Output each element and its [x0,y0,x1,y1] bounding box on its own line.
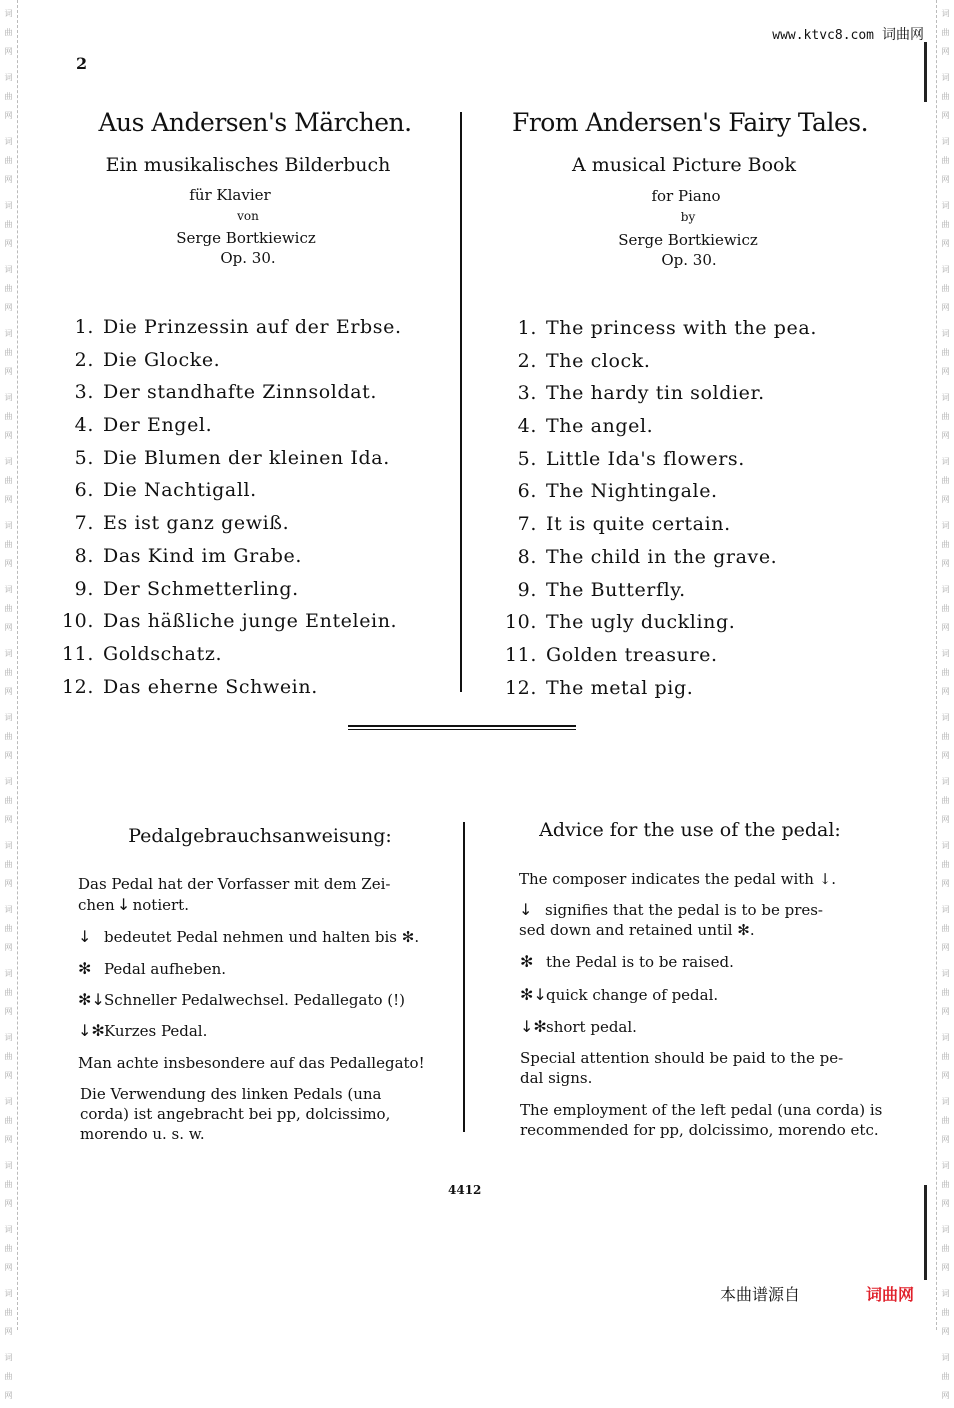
strip-watermark-text: 词 曲 网 [4,521,13,568]
strip-watermark-text: 词 曲 网 [4,1289,13,1336]
strip-watermark-text: 词 曲 网 [941,969,950,1016]
german-piece-item [60,676,402,709]
german-piece-item [60,316,402,349]
piece-title: Der standhafte Zinnsoldat. [103,381,378,404]
strip-watermark-text: 词 曲 网 [941,1289,950,1336]
strip-watermark-text: 词 曲 网 [941,329,950,376]
english-piece-item [503,415,817,448]
piece-number: 3. [517,382,537,405]
strip-watermark-text: 词 曲 网 [4,969,13,1016]
plate-number: 4412 [448,1183,482,1197]
english-piece-item [503,513,817,546]
strip-watermark-text: 词 曲 网 [4,329,13,376]
english-special-line1: Special attention should be paid to the pe- [520,1049,844,1067]
piece-title: The ugly duckling. [546,611,736,634]
german-subtitle: Ein musikalisches Bilderbuch [105,154,391,176]
strip-watermark-text: 词 曲 网 [941,1097,950,1144]
german-piece-item [60,643,402,676]
strip-watermark-text: 词 曲 网 [4,393,13,440]
german-pedal-row [78,927,419,947]
english-piece-item [503,677,817,710]
strip-watermark-text: 词 曲 网 [941,1033,950,1080]
strip-watermark-text: 词 曲 网 [4,713,13,760]
strip-watermark-text: 词 曲 网 [4,1225,13,1272]
piece-number: 6. [517,480,537,503]
german-piece-item [60,381,402,414]
piece-number: 3. [74,381,94,404]
strip-watermark-text: 词 曲 网 [4,777,13,824]
german-composer: Serge Bortkiewicz [176,229,316,247]
source-label: 本曲谱源自 [720,1285,801,1304]
piece-title: The child in the grave. [546,545,778,568]
pedal-down-icon: ↓ [519,900,533,919]
german-piece-item [60,447,402,480]
piece-number: 11. [504,643,537,666]
piece-title: Die Prinzessin auf der Erbse. [103,316,402,338]
pedal-row-text: short pedal. [546,1018,637,1036]
german-pedal-intro-line2 [78,895,189,915]
piece-number: 1. [74,316,94,338]
piece-number: 5. [74,446,94,469]
strip-watermark-text: 词 曲 网 [4,649,13,696]
english-pedal-signifies-text1: signifies that the pedal is to be pres- [545,901,824,919]
german-instrument: für Klavier [189,186,271,204]
pedal-down-icon: ↓ [116,895,131,914]
strip-watermark-text: 词 曲 网 [941,649,950,696]
german-pedal-row [78,1021,207,1041]
pedal-row-text: the Pedal is to be raised. [546,953,734,971]
section-divider [348,725,576,730]
english-piece-item [503,350,817,383]
strip-watermark-text: 词 曲 网 [4,1353,13,1400]
strip-watermark-text: 词 曲 网 [941,393,950,440]
piece-title: Little Ida's flowers. [546,447,745,470]
strip-watermark-text: 词 曲 网 [4,73,13,120]
english-pedal-signifies-line1 [519,900,823,920]
english-left-pedal-line1: The employment of the left pedal (una corda) is [520,1101,883,1119]
piece-number: 4. [74,414,94,437]
english-subtitle: A musical Picture Book [571,154,797,176]
english-pedal-intro: The composer indicates the pedal with ↓. [519,870,837,888]
strip-watermark-text: 词 曲 网 [941,1161,950,1208]
piece-title: Der Engel. [103,414,213,437]
german-pedal-row [78,990,405,1010]
english-piece-item [503,644,817,677]
piece-title: Goldschatz. [103,642,223,665]
german-piece-item [60,414,402,447]
german-piece-item [60,479,402,512]
piece-number: 12. [61,675,94,698]
pedal-row-text: bedeutet Pedal nehmen und halten bis ✻. [104,928,420,946]
german-piece-item [60,610,402,643]
strip-watermark-text: 词 曲 网 [941,585,950,632]
piece-number: 2. [517,349,537,372]
piece-title: The clock. [546,349,651,372]
strip-watermark-text: 词 曲 网 [941,1353,950,1400]
pedal-symbol-icon: ✻↓ [78,990,105,1009]
pedal-row-text: quick change of pedal. [546,986,719,1004]
piece-title: The metal pig. [546,676,694,699]
piece-number: 11. [61,642,94,665]
piece-title: Das Kind im Grabe. [103,544,303,567]
german-pedal-intro-chen: chen [78,896,115,914]
german-piece-item [60,545,402,578]
column-separator [463,822,465,1132]
english-left-pedal-line2: recommended for pp, dolcissimo, morendo etc. [520,1121,879,1139]
strip-watermark-text: 词 曲 网 [941,777,950,824]
piece-number: 10. [61,610,94,633]
right-watermark-strip [936,0,954,1400]
strip-watermark-text: 词 曲 网 [4,1033,13,1080]
german-left-pedal-line3: morendo u. s. w. [80,1125,205,1143]
english-piece-item [503,546,817,579]
strip-watermark-text: 词 曲 网 [4,9,13,56]
piece-number: 12. [504,676,537,699]
english-piece-item [503,317,817,350]
piece-title: Es ist ganz gewiß. [103,512,290,535]
piece-number: 8. [517,545,537,568]
piece-title: Golden treasure. [546,643,718,666]
strip-watermark-text: 词 曲 网 [4,1161,13,1208]
english-pedal-row [520,1017,637,1037]
english-instrument: for Piano [651,187,721,205]
piece-title: Das eherne Schwein. [103,675,318,698]
strip-watermark-text: 词 曲 网 [941,713,950,760]
english-pedal-signifies-line2: sed down and retained until ✻. [519,921,755,939]
german-piece-item [60,512,402,545]
german-pedal-note: Man achte insbesondere auf das Pedallegato! [78,1054,425,1072]
left-watermark-strip [0,0,18,1400]
english-piece-item [503,579,817,612]
strip-watermark-text: 词 曲 网 [941,1225,950,1272]
german-piece-item [60,578,402,611]
pedal-symbol-icon: ✻ [520,952,534,971]
piece-number: 10. [504,611,537,634]
english-composer: Serge Bortkiewicz [618,231,758,249]
strip-watermark-text: 词 曲 网 [4,201,13,248]
pedal-symbol-icon: ✻↓ [520,985,547,1004]
strip-watermark-text: 词 曲 网 [941,201,950,248]
piece-number: 6. [74,479,94,502]
strip-watermark-text: 词 曲 网 [941,9,950,56]
top-watermark [772,24,924,44]
english-special-line2: dal signs. [520,1069,593,1087]
german-pedal-row [78,959,226,979]
piece-title: The hardy tin soldier. [546,382,765,405]
piece-title: The princess with the pea. [546,317,817,339]
english-title: From Andersen's Fairy Tales. [511,108,869,137]
piece-title: Die Nachtigall. [103,479,257,502]
piece-title: Das häßliche junge Entelein. [103,610,398,633]
strip-watermark-text: 词 曲 网 [4,905,13,952]
piece-number: 8. [74,544,94,567]
piece-title: It is quite certain. [546,513,731,536]
right-margin-bar [924,42,927,102]
strip-watermark-text: 词 曲 网 [941,265,950,312]
english-piece-item [503,611,817,644]
strip-watermark-text: 词 曲 网 [4,137,13,184]
pedal-symbol-icon: ↓✻ [520,1017,547,1036]
right-margin-bar [924,1185,927,1280]
watermark-url: www.ktvc8.com [772,28,874,43]
piece-number: 2. [74,348,94,371]
english-pedal-row [520,952,734,972]
german-left-pedal-line2: corda) ist angebracht bei pp, dolcissimo, [80,1105,391,1123]
strip-watermark-text: 词 曲 网 [4,1097,13,1144]
piece-title: Die Blumen der kleinen Ida. [103,446,390,469]
piece-number: 7. [517,513,537,536]
strip-watermark-text: 词 曲 网 [941,73,950,120]
pedal-row-text: Pedal aufheben. [104,960,227,978]
strip-watermark-text: 词 曲 网 [941,905,950,952]
piece-number: 9. [74,577,94,600]
strip-watermark-text: 词 曲 网 [941,521,950,568]
piece-number: 9. [517,578,537,601]
english-piece-list [503,317,817,709]
german-piece-list [60,316,402,708]
strip-watermark-text: 词 曲 网 [941,457,950,504]
german-by: von [237,209,259,223]
piece-title: The Butterfly. [546,578,686,601]
english-pedal-heading: Advice for the use of the pedal: [539,819,841,841]
english-pedal-row [520,985,718,1005]
pedal-symbol-icon: ✻ [78,959,92,978]
strip-watermark-text: 词 曲 网 [941,137,950,184]
german-piece-item [60,349,402,382]
english-by: by [680,210,696,224]
column-separator [460,112,462,692]
pedal-row-text: Kurzes Pedal. [104,1022,208,1040]
strip-watermark-text: 词 曲 网 [4,265,13,312]
piece-title: Der Schmetterling. [103,577,299,600]
piece-number: 1. [517,317,537,339]
strip-watermark-text: 词 曲 网 [4,457,13,504]
watermark-site: 词曲网 [882,27,924,43]
piece-number: 4. [517,415,537,438]
pedal-symbol-icon: ↓✻ [78,1021,105,1040]
piece-title: The angel. [546,415,654,438]
german-pedal-intro-notiert: notiert. [132,896,189,914]
german-title: Aus Andersen's Märchen. [98,108,412,137]
pedal-symbol-icon: ↓ [78,927,92,946]
german-opus: Op. 30. [220,249,276,267]
piece-title: Die Glocke. [103,348,221,371]
pedal-row-text: Schneller Pedalwechsel. Pedallegato (!) [104,991,406,1009]
german-pedal-intro-line1: Das Pedal hat der Vorfasser mit dem Zei- [78,875,391,893]
strip-watermark-text: 词 曲 网 [4,841,13,888]
source-site-logo[interactable]: 词曲网 [866,1285,915,1304]
german-pedal-heading: Pedalgebrauchsanweisung: [128,825,392,847]
english-piece-item [503,448,817,481]
piece-number: 7. [74,512,94,535]
strip-watermark-text: 词 曲 网 [941,841,950,888]
english-piece-item [503,382,817,415]
german-left-pedal-line1: Die Verwendung des linken Pedals (una [80,1085,382,1103]
english-piece-item [503,480,817,513]
strip-watermark-text: 词 曲 网 [4,585,13,632]
page-number: 2 [76,54,88,73]
english-opus: Op. 30. [661,251,717,269]
piece-title: The Nightingale. [546,480,718,503]
piece-number: 5. [517,447,537,470]
